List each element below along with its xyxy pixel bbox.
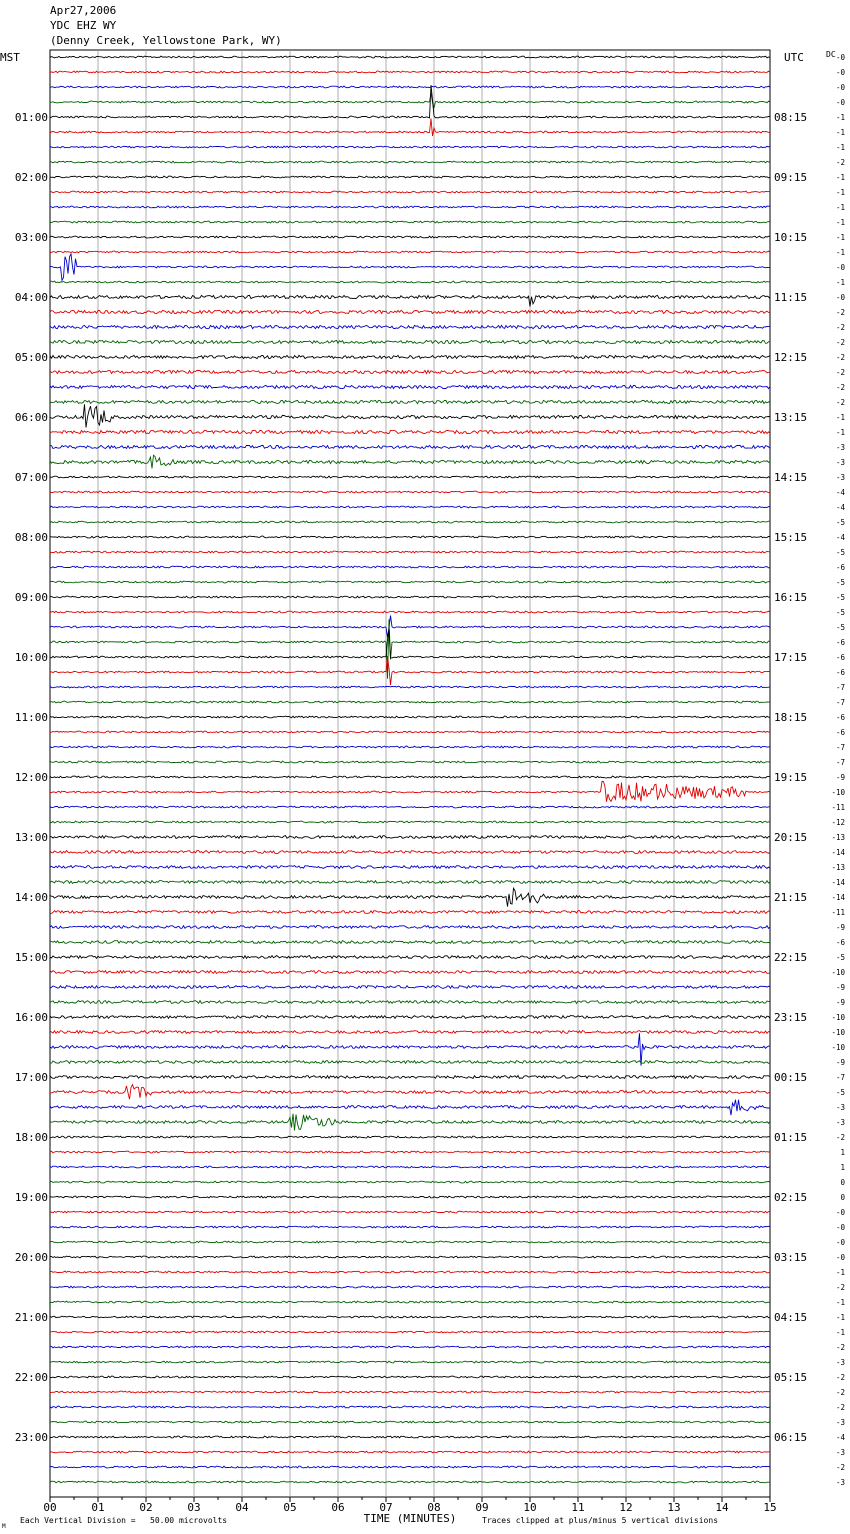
trace-row [50,1271,770,1273]
right-hour-label: 15:15 [774,531,808,544]
trace-row [50,1001,770,1004]
trace-row [50,866,770,869]
trace-row [50,761,770,763]
dc-offset-value: -12 [831,818,845,827]
trace-row [50,476,770,478]
dc-offset-value: -2 [835,323,845,332]
trace-row [50,1151,770,1153]
dc-offset-value: -2 [835,368,845,377]
trace-row [50,370,770,373]
clip-note: Traces clipped at plus/minus 5 vertical divisions [482,1516,719,1525]
dc-offset-value: -2 [835,383,845,392]
trace-row [50,404,770,427]
left-hour-label: 07:00 [14,471,48,484]
dc-offset-value: 0 [840,1193,845,1202]
trace-row [50,146,770,148]
right-hour-label: 02:15 [774,1191,808,1204]
left-hour-label: 09:00 [14,591,48,604]
dc-offset-value: -11 [831,803,845,812]
right-hour-label: 09:15 [774,171,808,184]
x-tick-label: 08 [427,1501,441,1514]
left-hour-label: 10:00 [14,651,48,664]
right-hour-label: 10:15 [774,231,808,244]
dc-offset-value: -3 [835,1478,845,1487]
dc-offset-value: -4 [835,1433,845,1442]
left-hour-label: 21:00 [14,1311,48,1324]
left-hour-label: 11:00 [14,711,48,724]
trace-row [50,926,770,929]
trace-row [50,596,770,598]
trace-row [50,1481,770,1483]
right-hour-label: 05:15 [774,1371,808,1384]
x-tick-label: 00 [43,1501,57,1514]
trace-row [50,551,770,553]
trace-row [50,566,770,568]
trace-row [50,251,770,253]
dc-offset-value: -4 [835,488,845,497]
dc-offset-value: -1 [835,1298,845,1307]
trace-row [50,911,770,914]
trace-row [50,491,770,493]
trace-row [50,1211,770,1213]
dc-offset-value: -0 [835,1208,845,1217]
trace-row [50,254,770,281]
dc-offset-value: -1 [835,1313,845,1322]
dc-offset-value: -3 [835,1448,845,1457]
trace-row [50,1301,770,1303]
trace-row [50,941,770,944]
dc-offset-value: -0 [835,68,845,77]
left-hour-label: 13:00 [14,831,48,844]
corner-mark: M [2,1523,6,1530]
trace-row [50,851,770,854]
dc-offset-value: -2 [835,1283,845,1292]
dc-offset-value: -10 [831,1013,845,1022]
dc-offset-value: -13 [831,833,845,842]
dc-offset-value: -2 [835,353,845,362]
left-hour-label: 19:00 [14,1191,48,1204]
seismic-traces [50,56,770,1483]
trace-row [50,521,770,523]
dc-offset-value: -6 [835,938,845,947]
trace-row [50,1166,770,1168]
dc-offset-value: -0 [835,98,845,107]
dc-offset-value: -2 [835,308,845,317]
x-tick-label: 02 [139,1501,153,1514]
dc-offset-value: -1 [835,218,845,227]
x-tick-label: 07 [379,1501,393,1514]
trace-row [50,295,770,306]
dc-offset-value: -5 [835,593,845,602]
trace-row [50,701,770,703]
trace-row [50,1016,770,1019]
right-hour-label: 22:15 [774,951,808,964]
trace-row [50,355,770,358]
trace-row [50,506,770,508]
dc-offset-value: -0 [835,1238,845,1247]
dc-offset-value: 1 [840,1148,845,1157]
trace-row [50,1085,770,1100]
dc-offset-value: -7 [835,683,845,692]
right-hour-label: 23:15 [774,1011,808,1024]
trace-row [50,619,770,678]
trace-row [50,310,770,313]
left-hour-label: 16:00 [14,1011,48,1024]
right-hour-label: 14:15 [774,471,808,484]
trace-row [50,236,770,238]
dc-offset-column [831,53,845,1487]
trace-row [50,1391,770,1393]
dc-offset-value: -0 [835,263,845,272]
station-code: YDC EHZ WY [50,19,117,32]
dc-offset-value: -0 [835,1223,845,1232]
dc-offset-value: -5 [835,1088,845,1097]
left-hour-label: 23:00 [14,1431,48,1444]
trace-row [50,119,770,137]
trace-row [50,281,770,283]
trace-row [50,1136,770,1138]
dc-offset-value: -1 [835,173,845,182]
right-hour-label: 11:15 [774,291,808,304]
right-hour-label: 13:15 [774,411,808,424]
trace-row [50,445,770,448]
right-hour-label: 17:15 [774,651,808,664]
dc-offset-value: -14 [831,878,845,887]
dc-offset-value: -6 [835,638,845,647]
left-hour-label: 22:00 [14,1371,48,1384]
trace-row [50,1241,770,1243]
trace-row [50,385,770,388]
dc-offset-value: -2 [835,1403,845,1412]
x-tick-label: 15 [763,1501,777,1514]
right-hour-label: 19:15 [774,771,808,784]
dc-offset-value: -1 [835,248,845,257]
dc-offset-value: -10 [831,1028,845,1037]
right-hour-label: 16:15 [774,591,808,604]
dc-offset-value: -2 [835,1463,845,1472]
x-tick-label: 13 [667,1501,681,1514]
dc-offset-value: -2 [835,1343,845,1352]
dc-offset-value: -4 [835,533,845,542]
right-hour-label: 18:15 [774,711,808,724]
trace-row [50,1100,770,1116]
dc-offset-value: -6 [835,563,845,572]
dc-offset-value: -1 [835,428,845,437]
dc-offset-value: -5 [835,518,845,527]
dc-offset-value: -1 [835,188,845,197]
left-hour-label: 06:00 [14,411,48,424]
trace-row [50,1466,770,1468]
trace-row [50,176,770,178]
right-hour-label: 21:15 [774,891,808,904]
dc-offset-value: -3 [835,473,845,482]
dc-offset-value: -6 [835,713,845,722]
dc-offset-value: -1 [835,413,845,422]
dc-offset-value: -0 [835,83,845,92]
trace-row [50,781,770,801]
trace-row [50,888,770,906]
left-hour-label: 04:00 [14,291,48,304]
dc-offset-value: -0 [835,1253,845,1262]
dc-offset-value: -6 [835,653,845,662]
dc-offset-value: -14 [831,893,845,902]
dc-offset-value: -6 [835,728,845,737]
dc-offset-value: -1 [835,1268,845,1277]
trace-row [50,325,770,328]
x-tick-label: 12 [619,1501,633,1514]
dc-offset-value: -2 [835,398,845,407]
dc-offset-value: -1 [835,128,845,137]
dc-offset-value: -3 [835,1358,845,1367]
trace-row [50,86,770,88]
dc-offset-value: 1 [840,1163,845,1172]
trace-row [50,56,770,58]
trace-row [50,221,770,223]
x-tick-label: 06 [331,1501,345,1514]
dc-offset-value: -6 [835,668,845,677]
x-tick-label: 03 [187,1501,201,1514]
trace-row [50,716,770,718]
trace-row [50,611,770,613]
trace-row [50,821,770,823]
trace-row [50,1226,770,1228]
trace-row [50,986,770,989]
left-hour-label: 17:00 [14,1071,48,1084]
dc-offset-value: -2 [835,1373,845,1382]
trace-row [50,1316,770,1318]
trace-row [50,656,770,685]
dc-offset-value: -5 [835,608,845,617]
dc-offset-value: -7 [835,1073,845,1082]
trace-row [50,1436,770,1438]
dc-offset-value: -5 [835,953,845,962]
x-tick-label: 05 [283,1501,297,1514]
station-location: (Denny Creek, Yellowstone Park, WY) [50,34,282,47]
dc-offset-value: -5 [835,578,845,587]
trace-row [50,731,770,733]
x-tick-label: 09 [475,1501,489,1514]
trace-row [50,1196,770,1198]
trace-row [50,93,770,108]
dc-offset-value: -9 [835,983,845,992]
left-hour-label: 15:00 [14,951,48,964]
right-hour-label: 01:15 [774,1131,808,1144]
dc-offset-value: -1 [835,1328,845,1337]
dc-offset-value: -3 [835,458,845,467]
trace-row [50,1346,770,1348]
dc-offset-header: DC [826,50,836,59]
trace-row [50,806,770,808]
dc-offset-value: -9 [835,998,845,1007]
trace-row [50,1256,770,1258]
right-hour-label: 20:15 [774,831,808,844]
dc-offset-value: -9 [835,1058,845,1067]
trace-row [50,1076,770,1079]
trace-row [50,1181,770,1183]
left-hour-label: 03:00 [14,231,48,244]
dc-offset-value: -3 [835,1418,845,1427]
right-hour-label: 04:15 [774,1311,808,1324]
trace-row [50,71,770,73]
trace-row [50,455,770,468]
dc-offset-value: -10 [831,1043,845,1052]
dc-offset-value: -7 [835,743,845,752]
x-tick-label: 11 [571,1501,585,1514]
dc-offset-value: -9 [835,773,845,782]
dc-offset-value: -2 [835,1388,845,1397]
trace-row [50,1361,770,1363]
left-hour-label: 18:00 [14,1131,48,1144]
dc-offset-value: -2 [835,1133,845,1142]
trace-row [50,746,770,748]
dc-offset-value: -9 [835,923,845,932]
left-hour-label: 14:00 [14,891,48,904]
trace-row [50,971,770,974]
dc-offset-value: -0 [835,293,845,302]
dc-offset-value: -1 [835,143,845,152]
dc-offset-value: -3 [835,1103,845,1112]
left-hour-label: 01:00 [14,111,48,124]
trace-row [50,1031,770,1034]
dc-offset-value: 0 [840,1178,845,1187]
x-tick-label: 01 [91,1501,105,1514]
trace-row [50,581,770,583]
dc-offset-value: -3 [835,1118,845,1127]
right-hour-label: 08:15 [774,111,808,124]
trace-row [50,616,770,638]
left-hour-label: 12:00 [14,771,48,784]
dc-offset-value: -13 [831,863,845,872]
dc-offset-value: -1 [835,113,845,122]
dc-offset-value: -2 [835,158,845,167]
trace-row [50,430,770,433]
dc-offset-value: -5 [835,548,845,557]
left-hour-label: 20:00 [14,1251,48,1264]
trace-row [50,881,770,884]
dc-offset-value: -5 [835,623,845,632]
trace-row [50,956,770,959]
dc-offset-value: -1 [835,278,845,287]
plot-date: Apr27,2006 [50,4,117,17]
right-hour-label: 03:15 [774,1251,808,1264]
trace-row [50,161,770,163]
trace-row [50,1421,770,1423]
x-tick-label: 14 [715,1501,729,1514]
trace-row [50,191,770,193]
left-hour-label: 08:00 [14,531,48,544]
dc-offset-value: -1 [835,233,845,242]
trace-row [50,686,770,688]
trace-row [50,776,770,778]
dc-offset-value: -7 [835,758,845,767]
trace-row [50,206,770,208]
dc-offset-value: -10 [831,968,845,977]
dc-offset-value: -7 [835,698,845,707]
trace-row [50,400,770,403]
trace-row [50,1286,770,1288]
dc-offset-value: -10 [831,788,845,797]
right-hour-label: 12:15 [774,351,808,364]
trace-row [50,1061,770,1064]
dc-offset-value: -14 [831,848,845,857]
scale-note: Each Vertical Division = 50.00 microvolts [20,1516,228,1525]
trace-row [50,1114,770,1131]
right-hour-label: 06:15 [774,1431,808,1444]
right-timezone-label: UTC [784,51,804,64]
trace-row [50,1376,770,1378]
trace-row [50,1406,770,1408]
right-hour-label: 00:15 [774,1071,808,1084]
left-hour-label: 02:00 [14,171,48,184]
dc-offset-value: -1 [835,203,845,212]
trace-row [50,1331,770,1333]
trace-row [50,1451,770,1453]
dc-offset-value: -11 [831,908,845,917]
dc-offset-value: -2 [835,338,845,347]
trace-row [50,836,770,839]
trace-row [50,630,770,658]
x-tick-label: 04 [235,1501,249,1514]
dc-offset-value: -3 [835,443,845,452]
x-axis-title: TIME (MINUTES) [363,1512,457,1525]
x-tick-label: 10 [523,1501,537,1514]
dc-offset-value: -0 [835,53,845,62]
left-timezone-label: MST [0,51,20,64]
trace-row [50,340,770,343]
trace-row [50,536,770,538]
dc-offset-value: -4 [835,503,845,512]
left-hour-label: 05:00 [14,351,48,364]
